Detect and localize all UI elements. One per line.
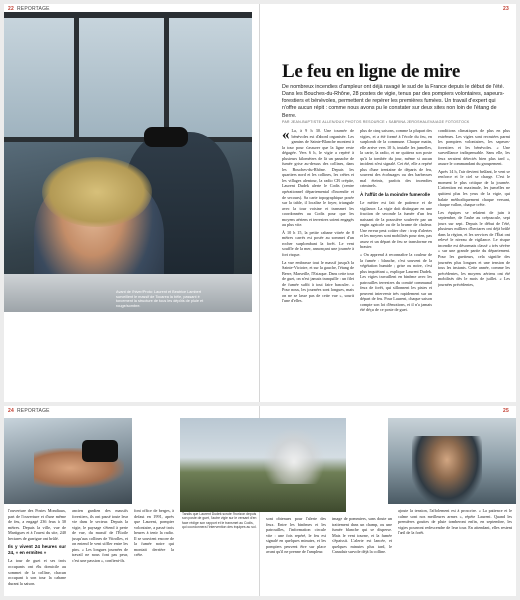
- photo-woman-hair: [42, 157, 152, 227]
- article-paragraph: Le métier est fait de patience et de vigilance. La vigie doit distinguer en une fraction de seconde la fumée d'un feu naissant de la poussière soulevée par un engin agricole ou de la brume de chaleur. Une erreur peut coûter cher : trop d'alertes et les moyens sont mobilisés pour rien, pas assez et un départ de feu se transforme en brasier.: [360, 200, 432, 250]
- magazine-spread-top: [4, 4, 516, 402]
- photo-figure: [412, 436, 482, 504]
- section-label-left: REPORTAGE: [16, 408, 50, 414]
- photo-sky: [4, 12, 252, 138]
- article-paragraph: image de pommiers, sans doute un traitement dans un champ, ou une fumée blanche qui se disperse. Mais le vent tourne, et la fumée s'épaissit. L'alerte est lancée, et quelques minutes plus tard, le Canadair survole déjà la colline.: [332, 516, 392, 555]
- article-column-2: [72, 508, 128, 594]
- photo-caption: Tandis que Laurent Dudek scrute l'horizon depuis son poste de guet, l'autre vigie sur le versant d'en face rédige son rapport et le transmet au Codis, qui coordonnera l'intervention des équipes au sol.: [182, 512, 257, 529]
- article-subhead: Ils y vivent 24 heures sur 24, « en ermites »: [8, 544, 66, 556]
- article-paragraph: [282, 128, 354, 228]
- article-column-6: [398, 508, 512, 594]
- camera-icon: [82, 440, 118, 462]
- article-paragraph: l'ouverture des Postes Mondiaux, part de l'ouverture et d'une même de feu, a engagé 236 feux à 30 mètres. Depuis la ville, vue de Martigues et à l'ouest du site, 240 hectares de garrigue ont brûlé.: [8, 508, 66, 541]
- article-column-2: [360, 128, 432, 398]
- window-frame-mullion-1: [74, 12, 79, 142]
- article-column-5: [332, 516, 392, 594]
- photo-smoke-landscape: [180, 418, 346, 512]
- article-paragraph: La tour de guet et ses trois occupants ont élu domicile au sommet de la colline, chacun occupant à son tour la cabane durant la saison.: [8, 558, 66, 586]
- article-column-3: [438, 128, 510, 398]
- article-column-3: [134, 508, 174, 594]
- article-headline: Le feu en ligne de mire: [282, 61, 460, 82]
- article-paragraph: Les équipes se relaient de juin à septembre, de l'aube au crépuscule, sept jours sur sept. Depuis le début de l'été, plusieurs milliers d'hectares ont déjà brûlé dans la région, et les services de l'État ont relevé le niveau de vigilance. Le risque incendie est désormais classé « très sévère » sur une grande partie du département. Pour les guetteurs, cela signifie des journées plus longues et une tension de tous les instants. Cette année, comme les précédentes, les moyens aériens ont été mobilisés dès le mois de juillet. « Les journées précédentes,: [438, 209, 510, 287]
- page-folio-right: [503, 6, 512, 12]
- photo-vigie-portrait: [388, 418, 516, 504]
- binoculars-icon: [144, 127, 188, 147]
- article-byline: PAR JEAN-BAPTISTE ALLEN/DUX PHOTOS RESOURCE • SABRINA JEROSHALEVA/AGE FOTOSTOCK: [282, 120, 470, 124]
- page-folio-right: [503, 408, 512, 414]
- article-paragraph: Après 14 h, l'air devient brûlant, le vent se renforce et le ciel se charge. C'est le moment le plus critique de la journée. L'attention est maximale, les jumelles ne quittent plus les yeux de la vigie, qui balaie méthodiquement chaque versant, chaque vallon, chaque crête.: [438, 168, 510, 208]
- article-paragraph: ancien gardien des massifs forestiers, ils ont passé toute leur vie dans le secteur. Depuis la vigie, le paysage s'étend à perte de vue, du massif de l'Étoile jusqu'aux collines de Vitrolles, et on entend le vent siffler entre les pins. « Les longues journées de travail ne nous font pas peur, c'est une passion », confient-ils.: [72, 508, 128, 563]
- article-column-1: [282, 128, 354, 398]
- page-number-left: 22: [8, 6, 14, 12]
- article-lead: De nombreux incendies d'ampleur ont déjà ravagé le sud de la France depuis le début de l'été. Dans les Bouches-du-Rhône, 28 postes de vigie, tenus par des pompiers volontaires, sapeurs-forestiers et bénévoles, permettent de repérer les premières fumées. Un travail d'expert qui n'offre aucun répit : comme nous avons pu le constater sur deux sites non loin de l'étang de Berre.: [282, 84, 505, 119]
- photo-camera-closeup: [4, 418, 132, 504]
- article-paragraph: À 10 h 15, la petite cabane vitrée de 8 mètres carrés est posée au sommet d'un rocher surplombant la forêt. Le vent souffle de la mer, annonçant une journée à fort risque.: [282, 229, 354, 258]
- window-frame-top: [4, 12, 252, 18]
- page-number-right: 25: [503, 408, 509, 414]
- main-photo-vigies: [4, 12, 252, 312]
- paragraph-text: La, à 9 h 30. Une tournée de bénévoles est d'abord organisée. Les gamins de Sainte-Blanche montent à la tour pour s'assurer que la ligne reste dégagée. Vers 6 h, le vigie a repéré à plusieurs kilomètres de là un panache de fumée grise au-dessus des collines, dans les Bouches-du-Rhône. Depuis les quartiers nord et les collines, les crêtes et les villages alentour, la radio CB crépite, Laurent Dudek alerte le Codis (centre opérationnel départemental d'incendie et de secours). Sa carte topographique posée sur la table, il localise le foyer, triangule avec la tour voisine et transmet les coordonnées au Codis pour que les moyens aériens et terrestres soient engagés au plus vite.: [282, 128, 354, 228]
- photo-caption: Avant de l'hiver/Proto: Laurent et Beatrice Lambert surveillent le massif de Tocarea la bêle, passant é torcement la structure de tous les dépôts de pluie et rouge/sombre.: [116, 290, 204, 309]
- page-number-left: 24: [8, 408, 14, 414]
- magazine-spread-bottom: [4, 406, 516, 596]
- article-paragraph: « On apprend à reconnaître la couleur de la fumée : blanche, c'est souvent de la végétation humide ; grise ou noire, c'est plus inquiétant », explique Laurent Dudek. Les vigies travaillent en binôme avec les patrouilles terrestres du comité communal feux de forêt, qui sillonnent les pistes et peuvent intervenir très rapidement sur un départ de feu. Pour Laurent, chaque saison compte son lot d'émotions, et il n'a jamais été déçu de ce poste de guet.: [360, 252, 432, 313]
- photo-smoke-plume: [264, 428, 324, 484]
- window-frame-mullion-2: [164, 12, 169, 142]
- article-paragraph: font office de berges, à defaut en 1991, après que Laurent, pompier volontaire, a passé trois heures à tenir la radio. Il se souvient encore de la fumée noire qui montait derrière la crête.: [134, 508, 174, 558]
- article-paragraph: ajoute la tension, l'affolement est à proscrire. « La patience et le calme sont nos meilleures armes », répète Laurent. Quand les premières gouttes de pluie tomberont enfin, en septembre, les vigies pourront redescendre de leur tour. En attendant, elles restent l'œil de la forêt.: [398, 508, 512, 536]
- page-number-right: 23: [503, 6, 509, 12]
- article-subhead: À l'affût de la moindre fumerolle: [360, 192, 431, 198]
- article-paragraph: conditions climatiques de plus en plus extrêmes. Les vigies sont recrutées parmi les pompiers volontaires, les sapeurs-forestiers et les bénévoles. « Une surveillance indispensable. Sans elle, les feux seraient détectés bien plus tard », assure le commandant du groupement.: [438, 128, 510, 167]
- drop-cap: «: [282, 128, 290, 143]
- article-column-1: [8, 508, 66, 594]
- article-column-4: [266, 516, 326, 594]
- article-paragraph: sont obtenues pour l'alerte des feux. Entre les binômes et les patrouilles, l'information circule vite : une fois repéré, le feu est signalé en quelques minutes, et les pompiers peuvent être sur place avant qu'il ne prenne de l'ampleur.: [266, 516, 326, 555]
- page-folio-left: [8, 408, 50, 414]
- article-paragraph: plus de cinq saisons, comme la plupart des vigies, et a été formé à l'école du feu, en surplomb de la commune. Chaque matin, elle arrive vers 10 h, installe les jumelles, la carte, la radio, et ne quittera son poste qu'à la tombée du jour, même si aucun incident n'est signalé. Cet été, elle a repéré plus d'une trentaine de départs de feu, souvent des écobuages ou des barbecues mal éteints, parfois des incendies criminels.: [360, 128, 432, 189]
- page-gutter: [259, 4, 260, 402]
- window-frame-sill: [4, 137, 252, 142]
- article-paragraph: La vue embrasse tout le massif jusqu'à la Sainte-Victoire, et sur la gauche, l'étang de Berre, Marseille, l'Estaque. Dans cette tour de guet, on n'est jamais tranquille : un filet de fumée suffit à tout faire basculer. « Pour nous, les journées sont longues, mais on ne se lasse pas de cette vue », sourit l'une d'elles.: [282, 259, 354, 304]
- section-label-left: REPORTAGE: [16, 6, 50, 12]
